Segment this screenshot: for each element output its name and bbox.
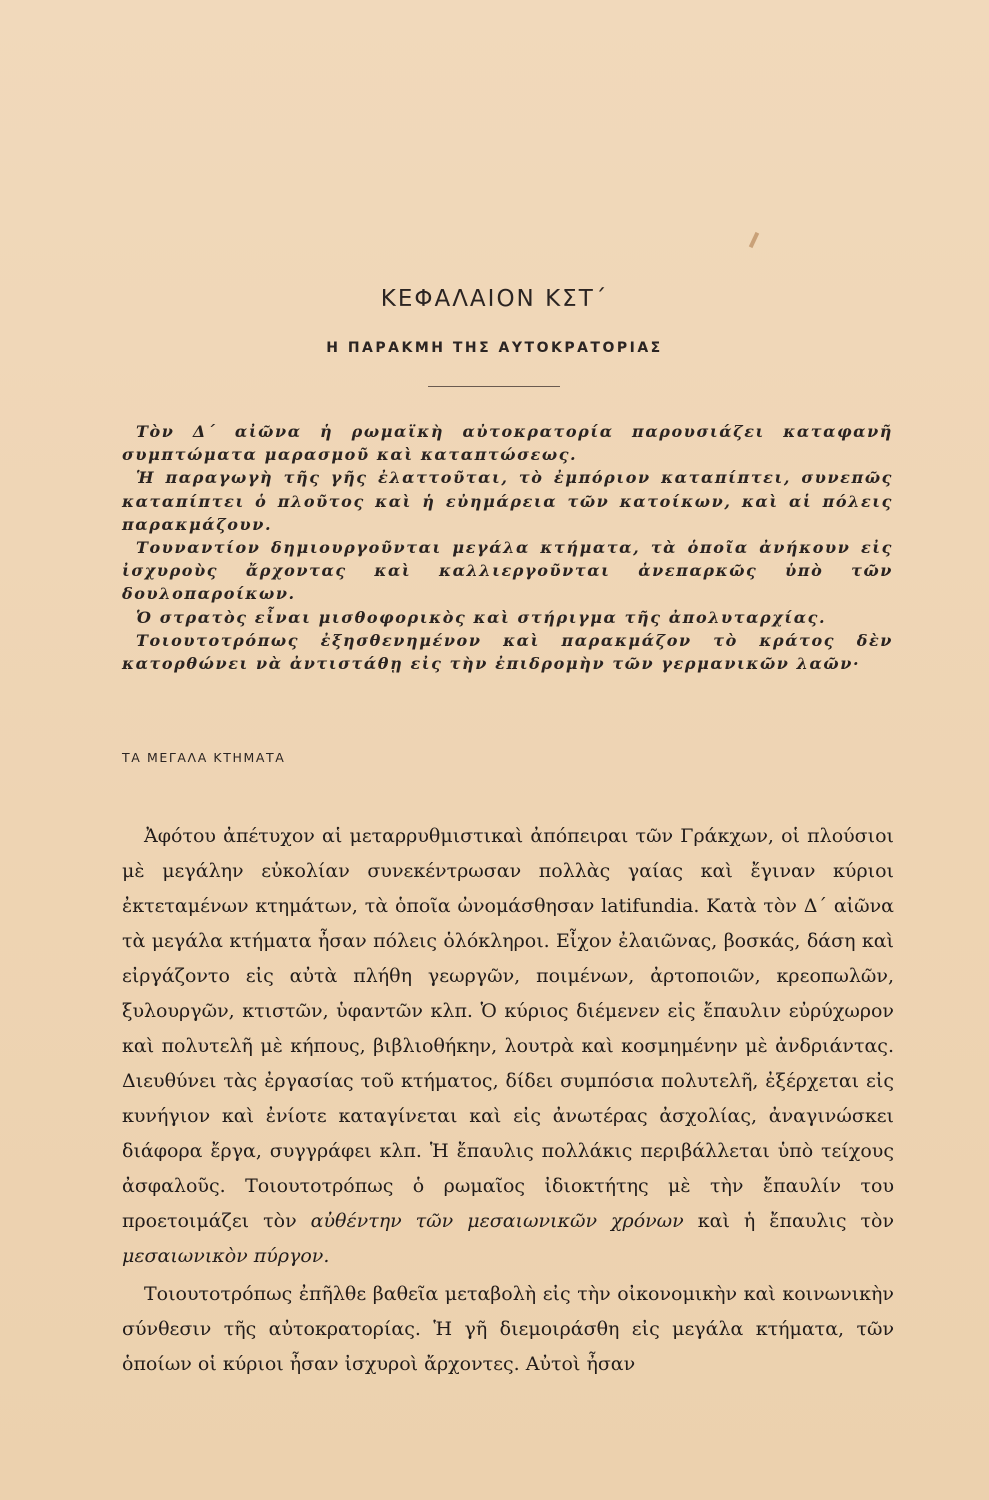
body-text-run: Ἀφότου ἀπέτυχον αἱ μεταρρυθμιστικαὶ ἀπόπειραι τῶν Γράκχων, οἱ πλούσιοι μὲ μεγάλην εὐκολίαν συνεκέντρωσαν πολλὰς γαίας καὶ ἔγιναν κύριοι ἐκτεταμένων κτημάτων, τὰ ὁποῖα ὠνομάσθησαν latifundia. Κατὰ τὸν Δ΄ αἰῶνα τὰ μεγάλα κτήματα ἦσαν πόλεις ὁλόκληροι. Εἶχον ἐλαιῶνας, βοσκάς, δάση καὶ εἰργάζοντο εἰς αὐτὰ πλήθη γεωργῶν, ποιμένων, ἀρτοποιῶν, κρεοπωλῶν, ξυλουργῶν, κτιστῶν, ὑφαντῶν κλπ. Ὁ κύριος διέμενεν εἰς ἔπαυλιν εὐρύχωρον καὶ πολυτελῆ μὲ κήπους, βιβλιοθήκην, λουτρὰ καὶ κοσμημένην μὲ ἀνδριάντας. Διευθύνει τὰς ἐργασίας τοῦ κτήματος, δίδει συμπόσια πολυτελῆ, ἐξέρχεται εἰς κυνήγιον καὶ ἐνίοτε καταγίνεται καὶ εἰς ἀνωτέρας ἀσχολίας, ἀναγινώσκει διάφορα ἔργα, συγγράφει κλπ. Ἡ ἔπαυλις πολλάκις περιβάλλεται ὑπὸ τείχους ἀσφαλοῦς. Τοιουτοτρόπως ὁ ρωμαῖος ἰδιοκτήτης μὲ τὴν ἔπαυλίν του προετοιμάζει τὸν [122, 825, 894, 1232]
summary-paragraph: Τὸν Δ΄ αἰῶνα ἡ ρωμαϊκὴ αὐτοκρατορία παρουσιάζει καταφανῆ συμπτώματα μαρασμοῦ καὶ καταπτώσεως. [122, 422, 893, 465]
divider-rule [428, 386, 560, 387]
ink-mark [749, 232, 759, 248]
chapter-summary [122, 420, 893, 675]
body-paragraph [122, 819, 894, 1274]
body-text [122, 819, 894, 1382]
chapter-title: ΚΕΦΑΛΑΙΟΝ ΚΣΤ΄ [380, 286, 609, 312]
body-paragraph: Τοιουτοτρόπως ἐπῆλθε βαθεῖα μεταβολὴ εἰς τὴν οἰκονομικὴν καὶ κοινωνικὴν σύνθεσιν τῆς αὐτοκρατορίας. Ἡ γῆ διεμοιράσθη εἰς μεγάλα κτήματα, τῶν ὁποίων οἱ κύριοι ἦσαν ἰσχυροὶ ἄρχοντες. Αὐτοὶ ἦσαν [122, 1283, 894, 1375]
summary-paragraph: Τοιουτοτρόπως ἐξησθενημένον καὶ παρακμάζον τὸ κράτος δὲν κατορθώνει νὰ ἀντιστάθῃ εἰς τὴν ἐπιδρομὴν τῶν γερμανικῶν λαῶν· [122, 630, 893, 674]
summary-paragraph: Τουναντίον δημιουργοῦνται μεγάλα κτήματα, τὰ ὁποῖα ἀνήκουν εἰς ἰσχυροὺς ἄρχοντας καὶ καλλιεργοῦνται ἀνεπαρκῶς ὑπὸ τῶν δουλοπαροίκων. [122, 538, 893, 604]
body-text-run: καὶ ἡ ἔπαυλις τὸν [697, 1210, 895, 1232]
emphasis-text: αὐθέντην τῶν μεσαιωνικῶν χρόνων [310, 1210, 684, 1232]
summary-paragraph: Ὁ στρατὸς εἶναι μισθοφορικὸς καὶ στήριγμα τῆς ἀπολυταρχίας. [136, 607, 827, 627]
summary-paragraph: Ἡ παραγωγὴ τῆς γῆς ἐλαττοῦται, τὸ ἐμπόριον καταπίπτει, συνεπῶς καταπίπτει ὁ πλοῦτος καὶ ἡ εὐημάρεια τῶν κατοίκων, καὶ αἱ πόλεις παρακμάζουν. [122, 468, 893, 534]
chapter-subtitle: Η ΠΑΡΑΚΜΗ ΤΗΣ ΑΥΤΟΚΡΑΤΟΡΙΑΣ [326, 340, 663, 356]
section-heading: ΤΑ ΜΕΓΑΛΑ ΚΤΗΜΑΤΑ [122, 750, 286, 765]
emphasis-text: μεσαιωνικὸν πύργον. [122, 1245, 330, 1267]
